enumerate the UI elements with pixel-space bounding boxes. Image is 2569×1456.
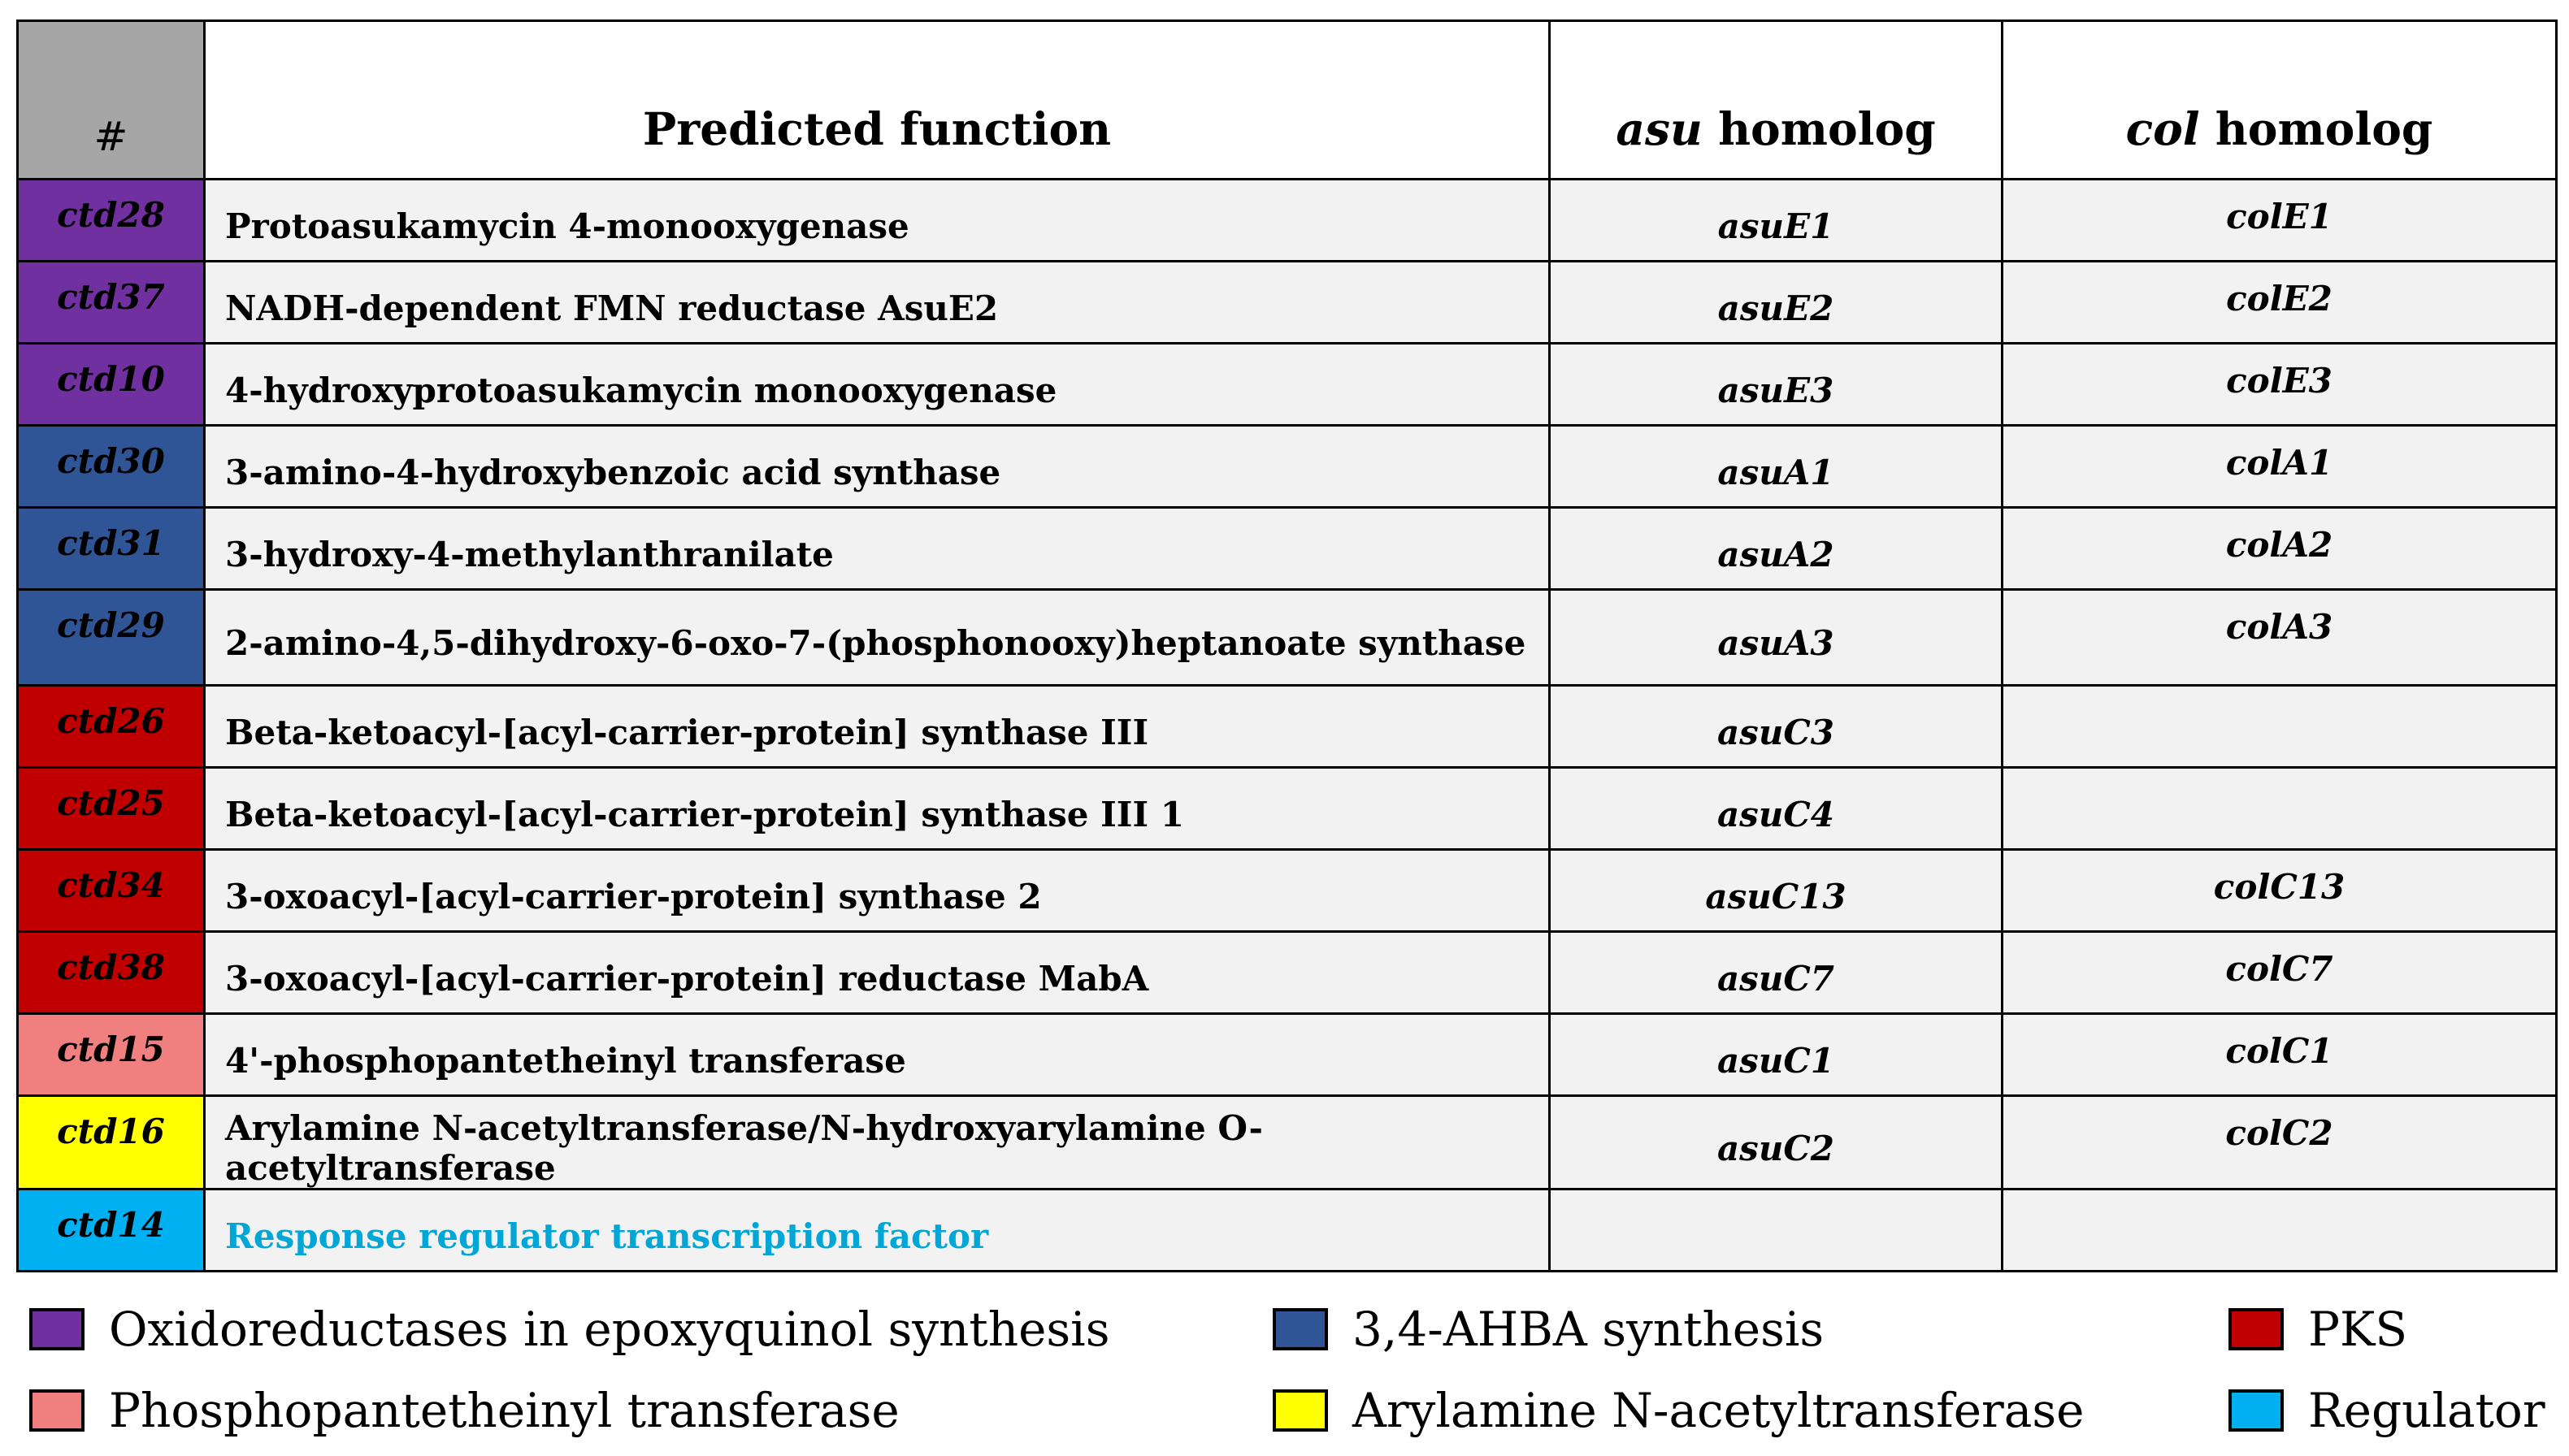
table-row (18, 344, 2557, 426)
legend-label-regulator: Regulator (2308, 1383, 2545, 1438)
legend-item-pks (2228, 1302, 2407, 1357)
table-row (18, 590, 2557, 686)
predicted-function-cell: 4'-phosphopantetheinyl transferase (205, 1014, 1550, 1096)
asu-homolog-cell: asuE3 (1550, 344, 2003, 426)
asu-homolog-cell: asuE1 (1550, 180, 2003, 262)
table-row (18, 1190, 2557, 1272)
gene-id-cell: ctd10 (18, 344, 205, 426)
col-homolog-cell: colE2 (2003, 262, 2557, 344)
col-homolog-cell: colC7 (2003, 932, 2557, 1014)
predicted-function-cell: Beta-ketoacyl-[acyl-carrier-protein] synthase III 1 (205, 768, 1550, 850)
legend-label-nat: Arylamine N-acetyltransferase (1352, 1383, 2085, 1438)
col-homolog-cell: colC2 (2003, 1096, 2557, 1190)
asu-homolog-cell: asuC13 (1550, 850, 2003, 932)
legend-swatch-nat (1273, 1389, 1328, 1432)
gene-id-cell: ctd15 (18, 1014, 205, 1096)
col-homolog-cell: colE3 (2003, 344, 2557, 426)
predicted-function-cell: 4-hydroxyprotoasukamycin monooxygenase (205, 344, 1550, 426)
legend-swatch-pks (2228, 1308, 2284, 1350)
gene-table-container (16, 20, 2558, 1272)
col-homolog-cell (2003, 686, 2557, 768)
table-row (18, 262, 2557, 344)
table-row (18, 1096, 2557, 1190)
asu-homolog-cell: asuC1 (1550, 1014, 2003, 1096)
predicted-function-cell: Response regulator transcription factor (205, 1190, 1550, 1272)
gene-id-cell: ctd38 (18, 932, 205, 1014)
table-row (18, 508, 2557, 590)
gene-id-cell: ctd16 (18, 1096, 205, 1190)
legend-item-oxidoreductase (29, 1302, 1109, 1357)
legend-item-nat (1273, 1383, 2084, 1438)
header-col-homolog (2003, 21, 2557, 180)
table-row (18, 1014, 2557, 1096)
gene-id-cell: ctd34 (18, 850, 205, 932)
header-asu-homolog (1550, 21, 2003, 180)
asu-homolog-cell: asuC3 (1550, 686, 2003, 768)
header-col-italic: col (2125, 102, 2200, 155)
predicted-function-cell: NADH-dependent FMN reductase AsuE2 (205, 262, 1550, 344)
asu-homolog-cell: asuA3 (1550, 590, 2003, 686)
gene-id-cell: ctd37 (18, 262, 205, 344)
legend-label-ppt: Phosphopantetheinyl transferase (109, 1383, 900, 1438)
col-homolog-cell: colA2 (2003, 508, 2557, 590)
gene-id-cell: ctd30 (18, 426, 205, 508)
col-homolog-cell: colC13 (2003, 850, 2557, 932)
col-homolog-cell: colA1 (2003, 426, 2557, 508)
legend-item-ahba (1273, 1302, 1824, 1357)
legend-swatch-regulator (2228, 1389, 2284, 1432)
header-asu-rest: homolog (1702, 102, 1936, 155)
legend-item-ppt (29, 1383, 900, 1438)
predicted-function-cell: 2-amino-4,5-dihydroxy-6-oxo-7-(phosphonooxy)heptanoate synthase (205, 590, 1550, 686)
asu-homolog-cell: asuC4 (1550, 768, 2003, 850)
gene-id-cell: ctd14 (18, 1190, 205, 1272)
legend-swatch-oxidoreductase (29, 1308, 85, 1350)
header-hash: # (18, 21, 205, 180)
table-body (18, 180, 2557, 1272)
predicted-function-cell: 3-oxoacyl-[acyl-carrier-protein] reductase MabA (205, 932, 1550, 1014)
header-col-rest: homolog (2199, 102, 2433, 155)
table-row (18, 686, 2557, 768)
predicted-function-cell: Beta-ketoacyl-[acyl-carrier-protein] synthase III (205, 686, 1550, 768)
asu-homolog-cell: asuA1 (1550, 426, 2003, 508)
predicted-function-cell: Protoasukamycin 4-monooxygenase (205, 180, 1550, 262)
gene-function-table (16, 20, 2558, 1272)
col-homolog-cell (2003, 1190, 2557, 1272)
header-predicted-function: Predicted function (205, 21, 1550, 180)
legend-label-oxidoreductase: Oxidoreductases in epoxyquinol synthesis (109, 1302, 1110, 1357)
asu-homolog-cell: asuA2 (1550, 508, 2003, 590)
header-asu-italic: asu (1616, 102, 1703, 155)
asu-homolog-cell: asuC7 (1550, 932, 2003, 1014)
col-homolog-cell: colC1 (2003, 1014, 2557, 1096)
predicted-function-cell: 3-hydroxy-4-methylanthranilate (205, 508, 1550, 590)
legend-swatch-ahba (1273, 1308, 1328, 1350)
asu-homolog-cell: asuC2 (1550, 1096, 2003, 1190)
col-homolog-cell: colA3 (2003, 590, 2557, 686)
table-row (18, 850, 2557, 932)
col-homolog-cell: colE1 (2003, 180, 2557, 262)
gene-id-cell: ctd28 (18, 180, 205, 262)
legend-item-regulator (2228, 1383, 2545, 1438)
asu-homolog-cell (1550, 1190, 2003, 1272)
legend-swatch-ppt (29, 1389, 85, 1432)
legend-label-ahba: 3,4-AHBA synthesis (1352, 1302, 1825, 1357)
table-row (18, 426, 2557, 508)
table-row (18, 180, 2557, 262)
legend-label-pks: PKS (2308, 1302, 2408, 1357)
table-header-row (18, 21, 2557, 180)
asu-homolog-cell: asuE2 (1550, 262, 2003, 344)
predicted-function-cell: Arylamine N-acetyltransferase/N-hydroxyarylamine O-acetyltransferase (205, 1096, 1550, 1190)
gene-id-cell: ctd26 (18, 686, 205, 768)
gene-id-cell: ctd29 (18, 590, 205, 686)
predicted-function-cell: 3-oxoacyl-[acyl-carrier-protein] synthase 2 (205, 850, 1550, 932)
col-homolog-cell (2003, 768, 2557, 850)
table-row (18, 768, 2557, 850)
gene-id-cell: ctd31 (18, 508, 205, 590)
predicted-function-cell: 3-amino-4-hydroxybenzoic acid synthase (205, 426, 1550, 508)
table-row (18, 932, 2557, 1014)
gene-id-cell: ctd25 (18, 768, 205, 850)
